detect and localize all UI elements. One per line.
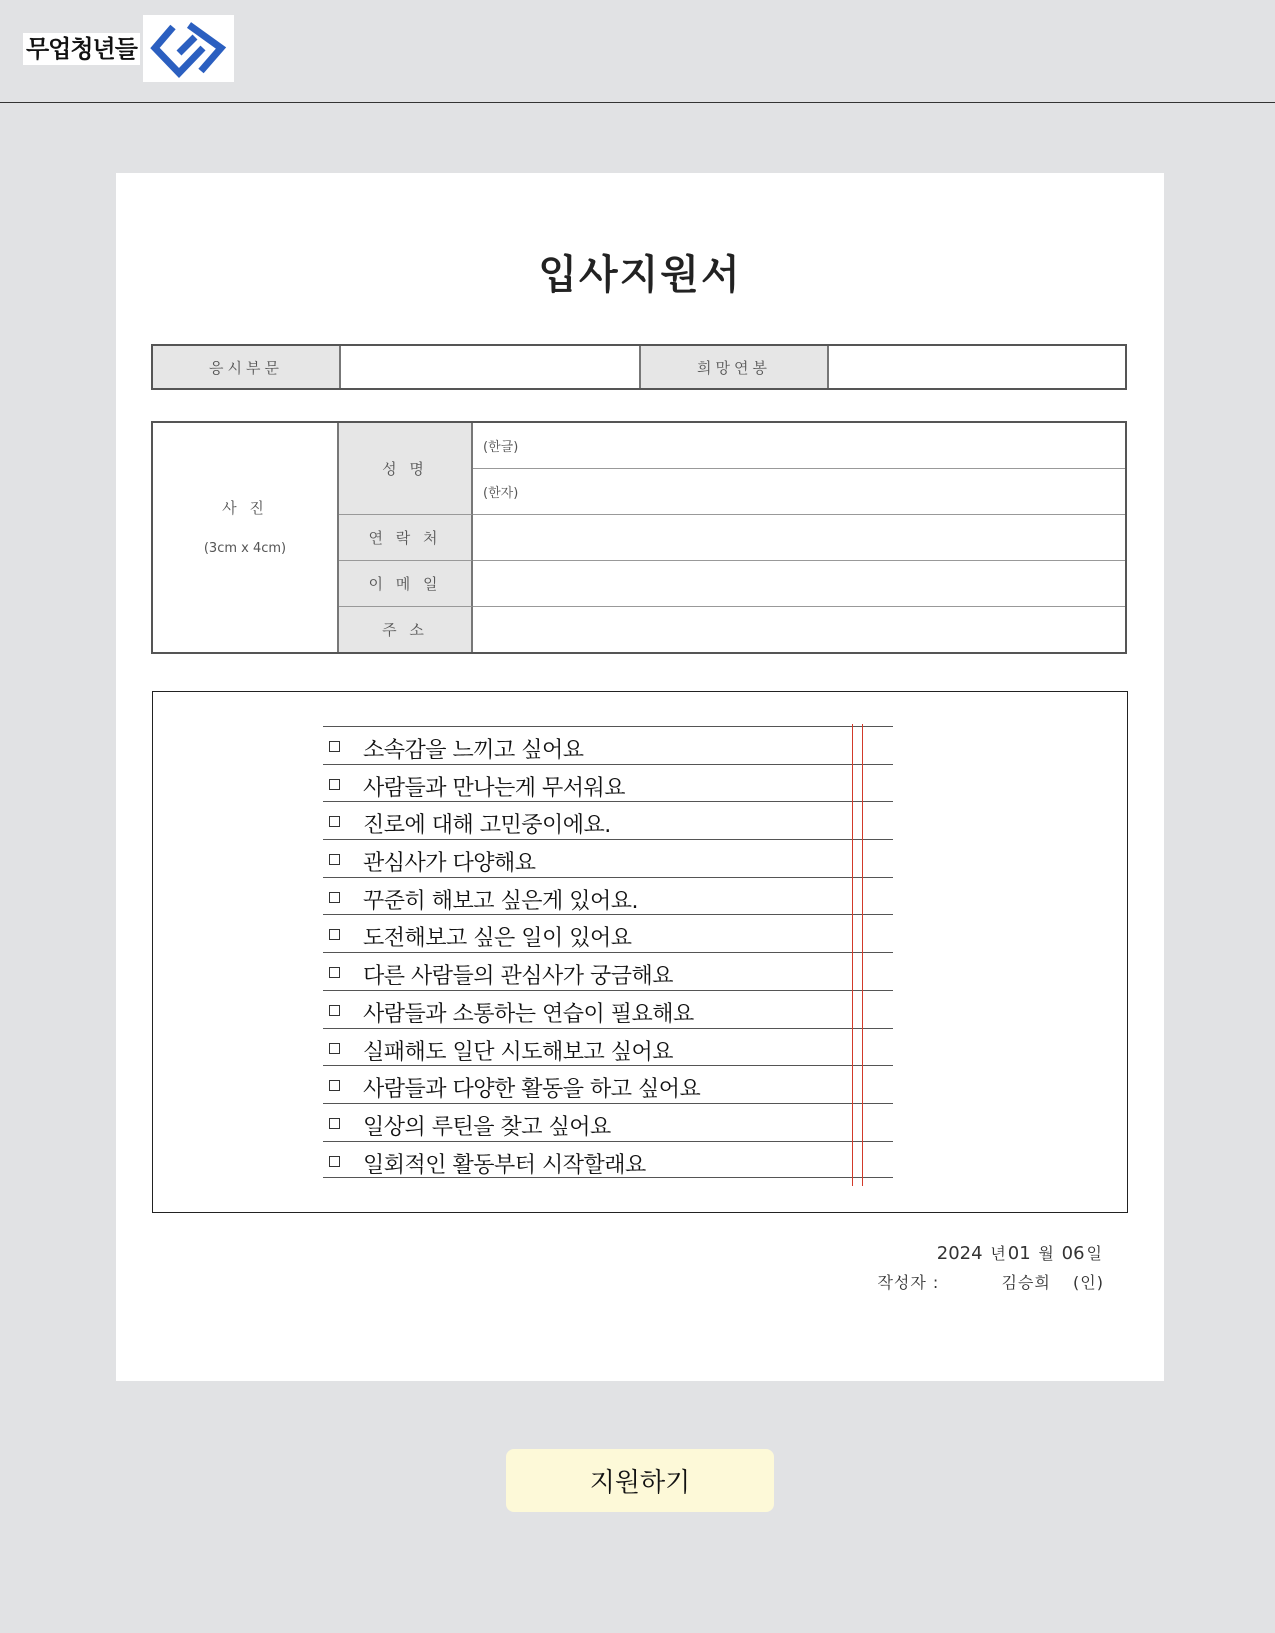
photo-cell[interactable] [153, 423, 339, 652]
checklist-item[interactable] [323, 914, 893, 952]
name-hanja-input[interactable] [473, 469, 1125, 515]
checklist-item[interactable] [323, 839, 893, 877]
margin-line [862, 724, 863, 1186]
checklist-item[interactable] [323, 1065, 893, 1103]
checkbox[interactable] [329, 1005, 340, 1016]
checklist [323, 726, 893, 1178]
department-label-cell [153, 346, 341, 388]
margin-line [852, 724, 853, 1186]
top-header [0, 0, 1275, 103]
checklist-box [152, 691, 1128, 1213]
checkbox[interactable] [329, 1043, 340, 1054]
checklist-item-label: 진로에 대해 고민중이에요. [363, 813, 611, 839]
checklist-item-label: 도전해보고 싶은 일이 있어요 [363, 926, 632, 952]
photo-label: 사 진 [222, 499, 268, 517]
checklist-item[interactable] [323, 726, 893, 764]
name-hanja-hint: (한자) [483, 486, 519, 501]
salary-label-cell [641, 346, 829, 388]
checklist-item[interactable] [323, 764, 893, 802]
checkbox[interactable] [329, 1080, 340, 1091]
checkbox[interactable] [329, 741, 340, 752]
checklist-item-label: 꾸준히 해보고 싶은게 있어요. [363, 888, 638, 914]
address-input[interactable] [473, 607, 1125, 652]
checklist-item-label: 소속감을 느끼고 싶어요 [363, 738, 584, 763]
name-korean-hint: (한글) [483, 440, 519, 455]
brand[interactable] [23, 15, 234, 82]
writer-label: 작성자 : [877, 1273, 940, 1292]
checklist-item-label: 사람들과 다양한 활동을 하고 싶어요 [363, 1077, 701, 1103]
date-year: 2024 [936, 1243, 983, 1264]
date-year-unit: 년 [990, 1244, 1006, 1263]
checklist-item[interactable] [323, 990, 893, 1028]
date-line [937, 1241, 1104, 1264]
checkbox[interactable] [329, 892, 340, 903]
checkbox[interactable] [329, 1118, 340, 1129]
checkbox[interactable] [329, 816, 340, 827]
email-label: 이 메 일 [368, 575, 442, 593]
salary-label: 희망연봉 [697, 358, 771, 377]
diamond-link-icon[interactable] [143, 15, 234, 82]
checklist-item-label: 관심사가 다양해요 [363, 851, 536, 877]
address-label-cell [339, 607, 473, 652]
checklist-item-label: 일회적인 활동부터 시작할래요 [363, 1152, 646, 1178]
checklist-item-label: 사람들과 소통하는 연습이 필요해요 [363, 1001, 694, 1027]
checklist-item-label: 실패해도 일단 시도해보고 싶어요 [363, 1039, 674, 1065]
address-label: 주 소 [382, 621, 428, 639]
form-title: 입사지원서 [538, 252, 742, 298]
checkbox[interactable] [329, 929, 340, 940]
email-input[interactable] [473, 561, 1125, 607]
checklist-item[interactable] [323, 1028, 893, 1066]
writer-seal: (인) [1073, 1273, 1104, 1292]
checkbox[interactable] [329, 854, 340, 865]
checklist-item[interactable] [323, 1141, 893, 1179]
date-day-unit: 일 [1086, 1244, 1102, 1263]
name-korean-input[interactable] [473, 423, 1125, 469]
checkbox[interactable] [329, 1156, 340, 1167]
name-label: 성 명 [382, 460, 428, 478]
apply-button[interactable]: 지원하기 [506, 1449, 774, 1512]
checklist-item-label: 일상의 루틴을 찾고 싶어요 [363, 1114, 611, 1140]
checklist-item[interactable] [323, 801, 893, 839]
email-label-cell [339, 561, 473, 607]
photo-size: (3cm x 4cm) [203, 541, 287, 556]
date-day: 06 [1061, 1243, 1085, 1264]
contact-label-cell [339, 515, 473, 561]
checkbox[interactable] [329, 779, 340, 790]
checklist-item[interactable] [323, 877, 893, 915]
writer-name: 김승희 [1001, 1273, 1051, 1292]
salary-input[interactable] [829, 346, 1125, 388]
checklist-item[interactable] [323, 952, 893, 990]
checklist-item[interactable] [323, 1103, 893, 1141]
department-label: 응시부문 [209, 358, 283, 377]
checkbox[interactable] [329, 967, 340, 978]
date-month-unit: 월 [1038, 1244, 1054, 1263]
department-input[interactable] [341, 346, 641, 388]
contact-input[interactable] [473, 515, 1125, 561]
name-label-cell [339, 423, 473, 515]
checklist-item-label: 사람들과 만나는게 무서워요 [363, 775, 626, 801]
checklist-item-label: 다른 사람들의 관심사가 궁금해요 [363, 964, 674, 990]
personal-info-table [151, 421, 1127, 654]
application-form [116, 173, 1164, 1381]
contact-label: 연 락 처 [368, 529, 442, 547]
writer-line [877, 1270, 1104, 1293]
brand-name[interactable]: 무업청년들 [23, 33, 140, 65]
date-month: 01 [1007, 1243, 1031, 1264]
position-table [151, 344, 1127, 390]
